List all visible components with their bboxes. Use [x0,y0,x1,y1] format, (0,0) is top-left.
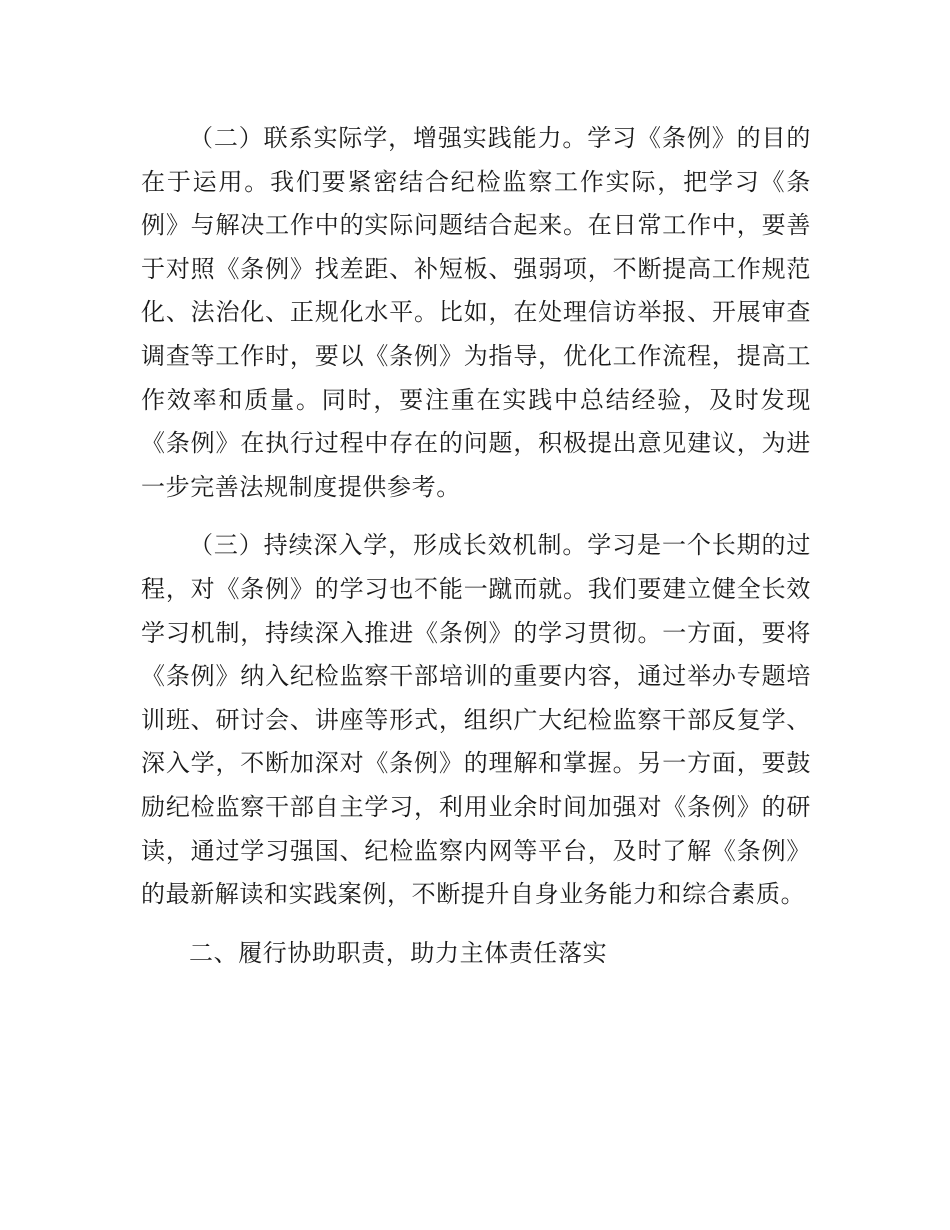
section-heading: 二、履行协助职责，助力主体责任落实 [189,938,608,967]
paragraph-practice-learning: （二）联系实际学，增强实践能力。学习《条例》的目的在于运用。我们要紧密结合纪检监察工作实际，把学习《条例》与解决工作中的实际问题结合起来。在日常工作中，要善于对照《条例》找差距、补短板、强弱项，不断提高工作规范化、法治化、正规化水平。比如，在处理信访举报、开展审查调查等工作时，要以《条例》为指导，优化工作流程，提高工作效率和质量。同时，要注重在实践中总结经验，及时发现《条例》在执行过程中存在的问题，积极提出意见建议，为进一步完善法规制度提供参考。 [141,124,811,501]
document-body [141,117,811,975]
paragraph-continuous-learning: （三）持续深入学，形成长效机制。学习是一个长期的过程，对《条例》的学习也不能一蹴而就。我们要建立健全长效学习机制，持续深入推进《条例》的学习贯彻。一方面，要将《条例》纳入纪检监察干部培训的重要内容，通过举办专题培训班、研讨会、讲座等形式，组织广大纪检监察干部反复学、深入学，不断加深对《条例》的理解和掌握。另一方面，要鼓励纪检监察干部自主学习，利用业余时间加强对《条例》的研读，通过学习强国、纪检监察内网等平台，及时了解《条例》的最新解读和实践案例，不断提升自身业务能力和综合素质。 [141,531,811,909]
